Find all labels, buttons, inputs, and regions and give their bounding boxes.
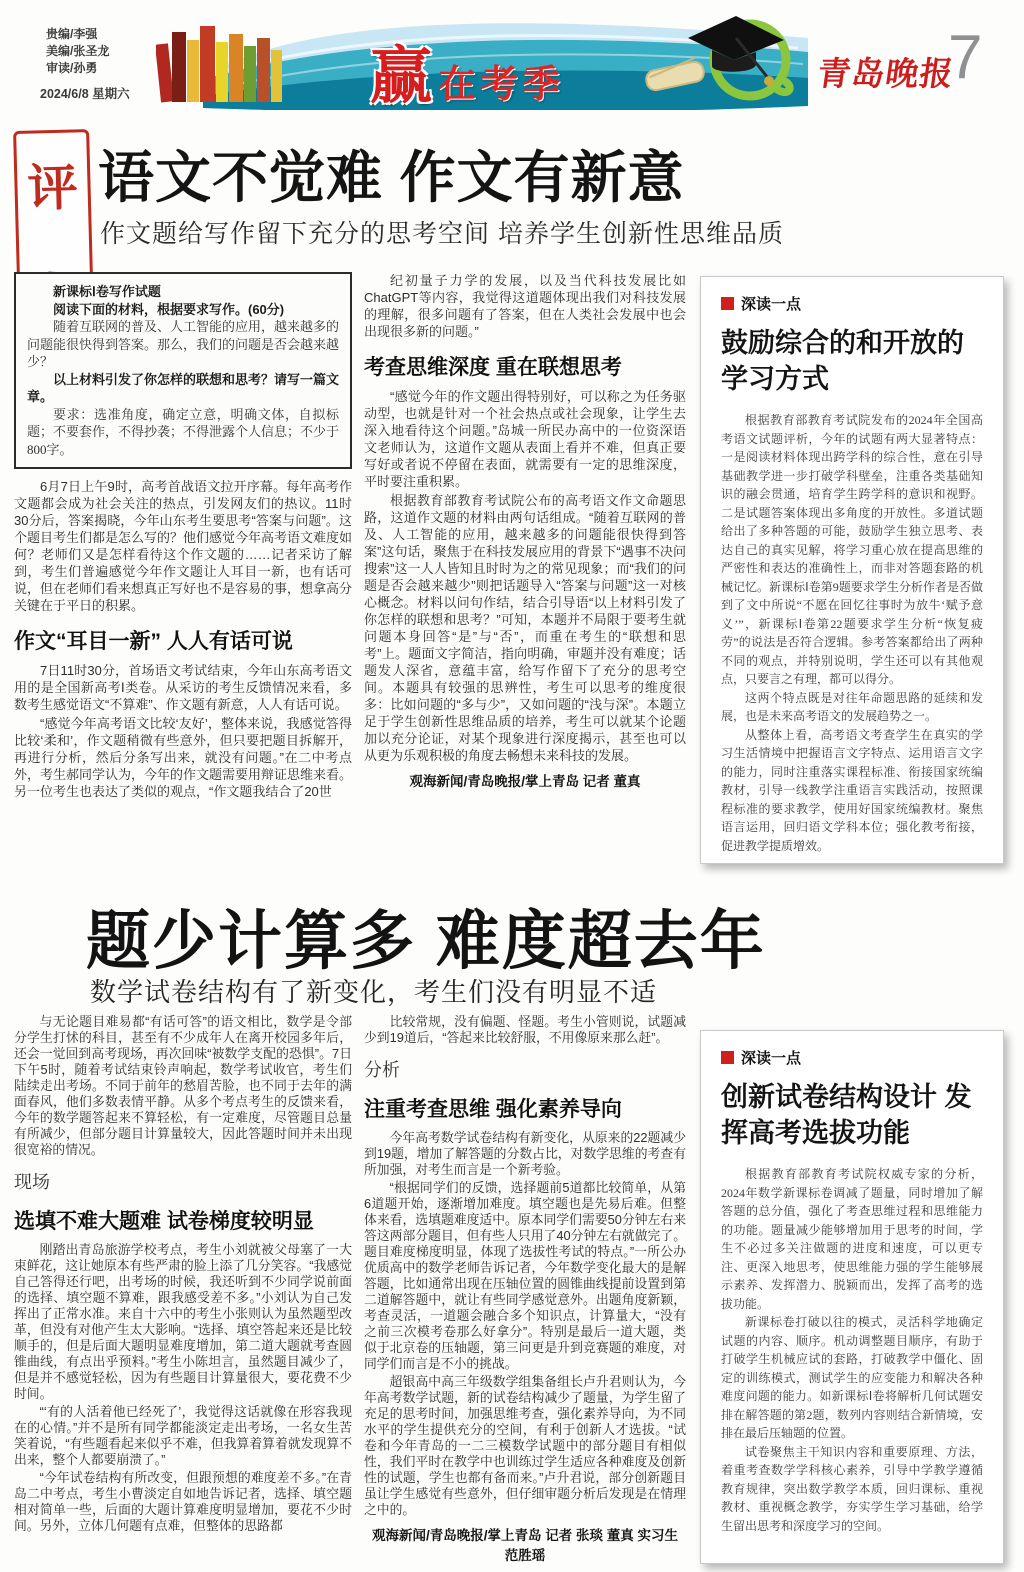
sidebar-label-text: 深读一点: [741, 296, 802, 313]
paragraph: “感觉今年高考语文比较‘友好’，整体来说，我感觉答得比较‘柔和’，作文题稍微有些意外，但只要把题目拆解开，再进行分析，然后分条写出来，就没有问题。”在二中考点外，考生郝同学认为，今年的作文题需要用辩证思维来看。另一位考生也表达了类似的观点，“作文题我结合了20世: [14, 716, 352, 799]
article2-column-2: [364, 1014, 686, 1572]
exam-question-box: [14, 272, 352, 469]
red-square-icon: [721, 1051, 734, 1064]
paragraph: 新课标卷打破以往的模式，灵活科学地确定试题的内容、顺序。机动调整题目顺序，有助于打破学生机械应试的套路，打破教学中僵化、固定的训练模式，测试学生的应变能力和解决各种难度问题的能力。如新课标Ⅰ卷将解析几何试题安排在解答题的第2题，数列内容则结合新情境，安排在最后压轴题的位置。: [721, 1315, 983, 1441]
seal-char: 评: [26, 158, 79, 217]
article1-subhead-2: 考查思维深度 重在联想思考: [364, 356, 622, 379]
paragraph: “‘有的人活着他已经死了’，我觉得这话就像在形容我现在的心情。”并不是所有同学都能淡定走出考场，一名女生苦笑着说，“有些题看起来似乎不难，但我算着算着就发现算不出来，整个人都要崩溃了。”: [14, 1404, 352, 1467]
paragraph: 与无论题目难易都“有话可答”的语文相比，数学是令部分学生打怵的科目，甚至有不少成年人在离开校园多年后，还会一觉回到高考现场，再次回味“被数学支配的恐惧”。7日下午5时，随着考试结束铃声响起，数学考试收官，考生们陆续走出考场。不同于前年的愁眉苦脸，也不同于去年的满面春风，他们多数表情平静。从多个考点考生的反馈来看，今年的数学题答起来不算轻松，有一定难度，尽管题目总量有所减少，但部分题目计算量较大，因此答题时间并未出现很宽裕的情况。: [14, 1014, 352, 1157]
paragraph: 根据教育部教育考试院公布的高考语文作文命题思路，这道作文题的材料由两句话组成。“随着互联网的普及、人工智能的应用，越来越多的问题能很快得到答案”这句话，聚焦于在科技发展应用的背景下“遇事不决问搜索”这一人人皆知且时时为之的常见现象；而“我们的问题是否会越来越少”则把话题导入“答案与问题”这一对核心概念。材料以问句作结，结合引导语“以上材料引发了你怎样的联想和思考？”可知，本题并不局限于要考生就问题本身回答“是”与“否”，而重在考生的“联想和思考”上。题面文字简洁，指向明确，审题并没有难度；话题发人深省，意蕴丰富，给写作留下了充分的思考空间。本题具有较强的思辨性，考生可以思考的维度很多：比如问题的“多与少”，又如问题的“浅与深”。本题立足于学生创新性思维品质的培养，考生可以就某个论题加以充分论证，对某个现象进行深度揭示，甚至也可以从更为乐观积极的角度去畅想未来科技的发展。: [364, 493, 686, 763]
sidebar2-title: 创新试卷结构设计 发挥高考选拔功能: [721, 1082, 972, 1148]
article2-deck: 数学试卷结构有了新变化，考生们没有明显不适: [90, 977, 658, 1007]
editor-line: 贵编/李强: [46, 27, 98, 41]
article1-column-2: [364, 272, 686, 886]
paragraph: 根据教育部教育考试院发布的2024年全国高考语文试题评析，今年的试题有两大显著特点：一是阅读材料体现出跨学科的综合性，意在引导基础教学进一步打破学科壁垒，注重各类基础知识的融会贯通，培育学生跨学科的意识和视野。二是试题答案体现出多角度的开放性。多道试题给出了多种答题的可能，鼓励学生独立思考、表达自己的真实见解，将学习重心放在提高思维的严密性和表达的准确性上，而非对答题套路的机械记忆。新课标Ⅰ卷第9题要求学生分析作者是否做到了文中所说“不愿在回忆往事时为放牛‘赋予意义’”，新课标Ⅰ卷第22题要求学生分析“恢复疲劳”的说法是否符合逻辑。参考答案都给出了两种不同的观点，并特别说明，学生还可以有其他观点，只要言之有理，都可以得分。: [721, 413, 983, 687]
date-label: 2024/6/8 星期六: [40, 87, 130, 101]
exam-box-line: 要求：选准角度，确定立意，明确文体，自拟标题；不要套作，不得抄袭；不得泄露个人信息；不少于800字。: [27, 406, 340, 457]
banner-title-rest: 在考季: [438, 64, 565, 106]
article2-subhead-1: 选填不难大题难 试卷梯度较明显: [14, 1210, 314, 1233]
page-number: 7: [948, 23, 983, 92]
article1-deck: 作文题给写作留下充分的思考空间 培养学生创新性思维品质: [100, 220, 784, 248]
article1-headline: 语文不觉难 作文有新意: [98, 146, 685, 209]
banner-title: [370, 26, 564, 115]
paragraph: 刚踏出青岛旅游学校考点，考生小刘就被父母塞了一大束鲜花，这让她原本有些严肃的脸上添了几分笑容。“我感觉自己答得还行吧，出考场的时候，我还听到不少同学说前面的选择、填空题不算难，跟我感受差不多。”小刘认为自己发挥出了正常水准。来自十六中的考生小张则认为虽然题型改革，但没有对他产生太大影响。“选择、填空答起来还是比较顺手的，但是后面大题明显难度增加，第二道大题就考查圆锥曲线，有点出乎预料。”考生小陈坦言，虽然题目减少了，但是并不感觉轻松，因为有些题目计算量很大，要花费不少时间。: [14, 1242, 352, 1401]
editor-line: 美编/张圣龙: [46, 44, 110, 58]
paragraph: 这两个特点既是对往年命题思路的延续和发展，也是未来高考语文的发展趋势之一。: [721, 690, 983, 724]
article2-kicker-2: 分析: [364, 1060, 400, 1080]
article2-column-1: [14, 1014, 352, 1572]
editor-line: 审读/孙勇: [46, 61, 98, 75]
article2-subhead-2: 注重考查思维 强化素养导向: [364, 1098, 622, 1121]
section-banner: [148, 8, 808, 110]
article2-kicker-1: 现场: [14, 1172, 50, 1192]
paragraph: 纪初量子力学的发展，以及当代科技发展比如ChatGPT等内容，我觉得这道题体现出我们对科技发展的理解，很多问题有了答案，但在人类社会发展中也会出现很多新的问题。”: [364, 273, 686, 339]
paragraph: “感觉今年的作文题出得特别好，可以称之为任务驱动型，也就是针对一个社会热点或社会现象，让学生去深入地看待这个问题。”岛城一所民办高中的一位资深语文老师认为，这道作文题从表面上看并不难，但真正要写好或者说不停留在表面，就需要有一定的思维深度，平时要注重积累。: [364, 389, 686, 489]
sidebar-deep-read-1: [700, 276, 1004, 864]
paragraph: “今年试卷结构有所改变，但跟预想的难度差不多。”在青岛二中考点，考生小曹淡定自如地告诉记者，选择、填空题相对简单一些，后面的大题计算难度明显增加，要花不少时间。另外，立体几何题有点难，但整体的思路都: [14, 1470, 352, 1533]
paragraph: 今年高考数学试卷结构有新变化，从原来的22题减少到19题，增加了解答题的分数占比，对数学思维的考查有所加强，对考生而言是一个新考验。: [364, 1130, 686, 1177]
article1-column-1: [14, 272, 352, 886]
paragraph: 7日11时30分，首场语文考试结束，今年山东高考语文用的是全国新高考Ⅰ类卷。从采访的考生反馈情况来看，多数考生感觉语文“不算难”、作文题有新意，人人有话可说。: [14, 663, 352, 712]
sidebar-deep-read-2: [700, 1030, 1004, 1564]
paragraph: 6月7日上午9时，高考首战语文拉开序幕。每年高考作文题都会成为社会关注的热点，引发网友们的热议。11时30分后，答案揭晓，今年山东考生要思考“答案与问题”。这个题目考生们都是怎么写的？他们感觉今年高考语文难度如何？老师们又是怎样看待这个作文题的……记者采访了解到，考生们普遍感觉今年作文题让人耳目一新，也有话可说，但在老师们看来想真正写好也不是容易的事，想拿高分关键在于平日的积累。: [14, 479, 352, 613]
sidebar-label-text: 深读一点: [741, 1050, 802, 1067]
paragraph: 试卷聚焦主干知识内容和重要原理、方法，着重考查数学学科核心素养，引导中学教学遵循教育规律，突出数学教学本质，回归课标、重视教材、重视概念教学，夯实学生学习基础，给学生留出思考和深度学习的空间。: [721, 1444, 983, 1533]
paragraph: 比较常规，没有偏题、怪题。考生小管则说，试题减少到19道后，“答起来比较舒服，不用像原来那么赶”。: [364, 1014, 686, 1045]
exam-box-line: 以上材料引发了你怎样的联想和思考？请写一篇文章。: [27, 371, 340, 404]
banner-title-main: 赢: [370, 43, 433, 111]
sidebar-label: [721, 1047, 983, 1068]
paragraph: 根据教育部教育考试院权威专家的分析，2024年数学新课标卷调减了题量，同时增加了解答题的总分值，强化了考查思维过程和思维能力的功能。题量减少能够增加用于思考的时间，学生不必过多关注做题的进度和速度，可以更专注、更深入地思考，使思维能力强的学生能够展示素养、发挥潜力、脱颖而出，发挥了高考的选拔功能。: [721, 1167, 983, 1311]
editors-block: [46, 26, 109, 77]
paragraph: 超银高中高三年级数学组集备组长卢升君则认为，今年高考数学试题，新的试卷结构减少了题量，为学生留了充足的思考时间，加强思维考查，强化素养导向，为不同水平的学生提供充分的空间，有利于创新人才选拔。“试卷和今年青岛的一二三模数学试题中的部分题目有相似性，我们平时在教学中也训练过学生适应各种难度及创新性的试题，学生也都有备而来。”卢升君说，部分创新题目虽让学生感觉有些意外，但仔细审题分析后发现是在情理之中的。: [364, 1374, 686, 1517]
article1-subhead-1: 作文“耳目一新” 人人有话可说: [14, 630, 293, 653]
exam-box-line: 阅读下面的材料，根据要求写作。(60分): [53, 301, 285, 317]
graduation-cap-icon: [628, 8, 798, 108]
article1-byline: 观海新闻/青岛晚报/掌上青岛 记者 董真: [409, 774, 641, 789]
exam-box-line: 随着互联网的普及、人工智能的应用，越来越多的问题能很快得到答案。那么，我们的问题是否会越来越少？: [27, 319, 340, 369]
exam-box-line: 新课标Ⅰ卷写作试题: [53, 284, 161, 299]
sidebar-label: [721, 293, 983, 314]
paragraph: 从整体上看，高考语文考查学生在真实的学习生活情境中把握语言文字特点、运用语言文字的能力，同时注重落实课程标准、衔接国家统编教材，引导一线教学注重语言实践活动，按照课程标准的要求教学，使用好国家统编教材。聚焦语言运用，回归语文学科本位；强化教考衔接，促进教学提质增效。: [721, 727, 983, 853]
red-square-icon: [721, 297, 734, 310]
sidebar1-title: 鼓励综合的和开放的学习方式: [721, 328, 964, 394]
article2-byline: 观海新闻/青岛晚报/掌上青岛 记者 张琰 董真 实习生 范胜瑶: [371, 1528, 678, 1563]
books-illustration-icon: [156, 14, 286, 106]
masthead-logo: 青岛晚报: [814, 57, 957, 93]
article2-headline: 题少计算多 难度超去年: [86, 905, 766, 977]
paragraph: “根据同学们的反馈，选择题前5道都比较简单，从第6道题开始，逐渐增加难度。填空题也是先易后难。但整体来看，选填题难度适中。原本同学们需要50分钟左右来答这两部分题目，但有些人只用了40分钟左右就做完了。题目难度梯度明显，体现了选拔性考试的特点。”一所公办优质高中的数学老师告诉记者，今年数学变化最大的是解答题，比如通常出现在压轴位置的圆锥曲线提前设置到第二道解答题中，就让有些同学感觉意外。出题角度新颖，考查灵活，一道题会融合多个知识点，计算量大，“没有之前三次模考卷那么好拿分”。特别是最后一道大题，类似于北京卷的压轴题，第三问更是升到竞赛题的难度，对同学们而言是不小的挑战。: [364, 1180, 686, 1371]
